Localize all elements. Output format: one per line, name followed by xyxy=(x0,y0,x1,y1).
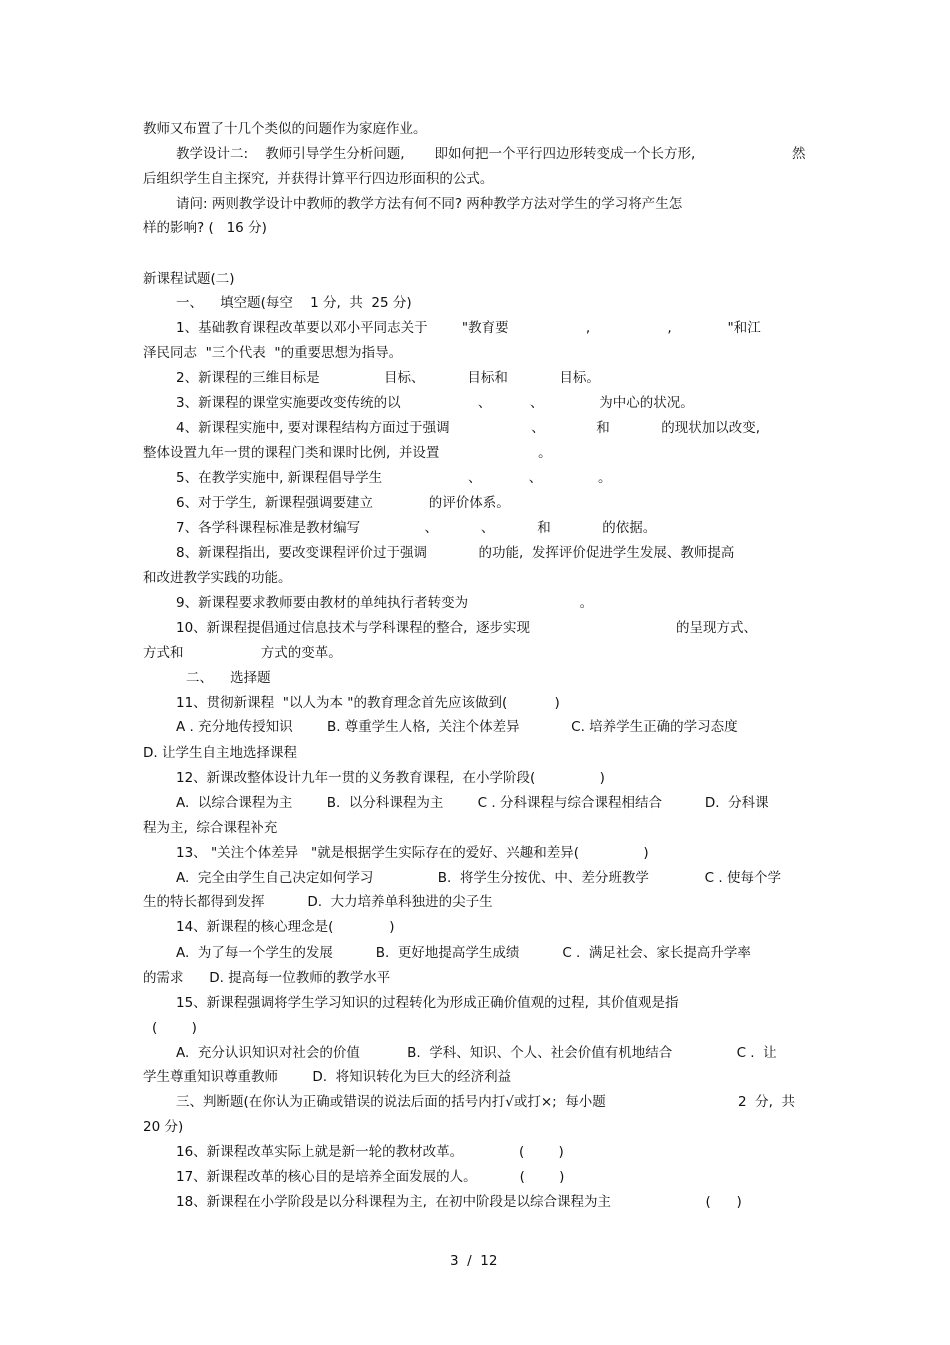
question-line: 10、新课程提倡通过信息技术与学科课程的整合, 逐步实现 的呈现方式、 xyxy=(176,620,757,636)
question-line: 9、新课程要求教师要由教材的单纯执行者转变为 。 xyxy=(176,595,594,611)
question-line: 18、新课程在小学阶段是以分科课程为主, 在初中阶段是以综合课程为主 ( ) xyxy=(176,1194,742,1210)
option-line: 的需求 D. 提高每一位教师的教学水平 xyxy=(143,970,391,986)
section-heading: 三、判断题(在你认为正确或错误的说法后面的括号内打√或打×; 每小题 xyxy=(176,1094,606,1110)
question-line: 5、在教学实施中, 新课程倡导学生 、 、 。 xyxy=(176,470,612,486)
section-heading: 一、 填空题(每空 1 分, 共 25 分) xyxy=(176,295,412,311)
question-line: ( ) xyxy=(152,1020,197,1036)
text-line: 教学设计二: 教师引导学生分析问题, 即如何把一个平行四边形转变成一个长方形, xyxy=(176,146,696,162)
question-line: 7、各学科课程标准是教材编写 、 、 和 的依据。 xyxy=(176,520,657,536)
section-heading: 二、 选择题 xyxy=(186,670,271,686)
option-line: 程为主, 综合课程补充 xyxy=(143,820,278,836)
option-line: A. 以综合课程为主 B. 以分科课程为主 C . 分科课程与综合课程相结合 D. 分科课 xyxy=(176,795,769,811)
question-line: 整体设置九年一贯的课程门类和课时比例, 并设置 。 xyxy=(143,445,552,461)
section-heading: 2 分, 共 xyxy=(738,1094,796,1110)
section-heading: 20 分) xyxy=(143,1119,184,1135)
question-line: 泽民同志 "三个代表 "的重要思想为指导。 xyxy=(143,345,403,361)
question-line: 2、新课程的三维目标是 目标、 目标和 目标。 xyxy=(176,370,600,386)
question-line: 11、贯彻新课程 "以人为本 "的教育理念首先应该做到( ) xyxy=(176,695,560,711)
text-line: 后组织学生自主探究, 并获得计算平行四边形面积的公式。 xyxy=(143,171,494,187)
option-line: A. 充分认识知识对社会的价值 B. 学科、知识、个人、社会价值有机地结合 C . 让 xyxy=(176,1045,777,1061)
page-number: 3 / 12 xyxy=(450,1253,498,1269)
option-line: A. 完全由学生自己决定如何学习 B. 将学生分按优、中、差分班教学 C . 使每个学 xyxy=(176,870,781,886)
question-line: 1、基础教育课程改革要以邓小平同志关于 "教育要 , , "和江 xyxy=(176,320,761,336)
section-title: 新课程试题(二) xyxy=(143,271,235,287)
text-line: 样的影响? ( 16 分) xyxy=(143,220,267,236)
option-line: 生的特长都得到发挥 D. 大力培养单科独进的尖子生 xyxy=(143,894,493,910)
option-line: D. 让学生自主地选择课程 xyxy=(143,745,297,761)
option-line: A. 为了每一个学生的发展 B. 更好地提高学生成绩 C . 满足社会、家长提高升学率 xyxy=(176,945,751,961)
question-line: 6、对于学生, 新课程强调要建立 的评价体系。 xyxy=(176,495,510,511)
question-line: 14、新课程的核心理念是( ) xyxy=(176,919,395,935)
question-line: 3、新课程的课堂实施要改变传统的以 、 、 为中心的状况。 xyxy=(176,395,694,411)
question-line: 4、新课程实施中, 要对课程结构方面过于强调 、 和 的现状加以改变, xyxy=(176,420,760,436)
text-line: 教师又布置了十几个类似的问题作为家庭作业。 xyxy=(143,121,427,137)
question-line: 方式和 方式的变革。 xyxy=(143,645,342,661)
text-line: 然 xyxy=(792,146,806,162)
question-line: 16、新课程改革实际上就是新一轮的教材改革。 ( ) xyxy=(176,1144,564,1160)
question-line: 13、 "关注个体差异 "就是根据学生实际存在的爱好、兴趣和差异( ) xyxy=(176,845,649,861)
option-line: A . 充分地传授知识 B. 尊重学生人格, 关注个体差异 C. 培养学生正确的学习态度 xyxy=(176,719,738,735)
question-line: 8、新课程指出, 要改变课程评价过于强调 的功能, 发挥评价促进学生发展、教师提高 xyxy=(176,545,735,561)
question-line: 15、新课程强调将学生学习知识的过程转化为形成正确价值观的过程, 其价值观是指 xyxy=(176,995,679,1011)
question-line: 和改进教学实践的功能。 xyxy=(143,570,292,586)
question-line: 12、新课改整体设计九年一贯的义务教育课程, 在小学阶段( ) xyxy=(176,770,605,786)
text-line: 请问: 两则教学设计中教师的教学方法有何不同? 两种教学方法对学生的学习将产生怎 xyxy=(176,196,683,212)
question-line: 17、新课程改革的核心目的是培养全面发展的人。 ( ) xyxy=(176,1169,565,1185)
option-line: 学生尊重知识尊重教师 D. 将知识转化为巨大的经济利益 xyxy=(143,1069,512,1085)
